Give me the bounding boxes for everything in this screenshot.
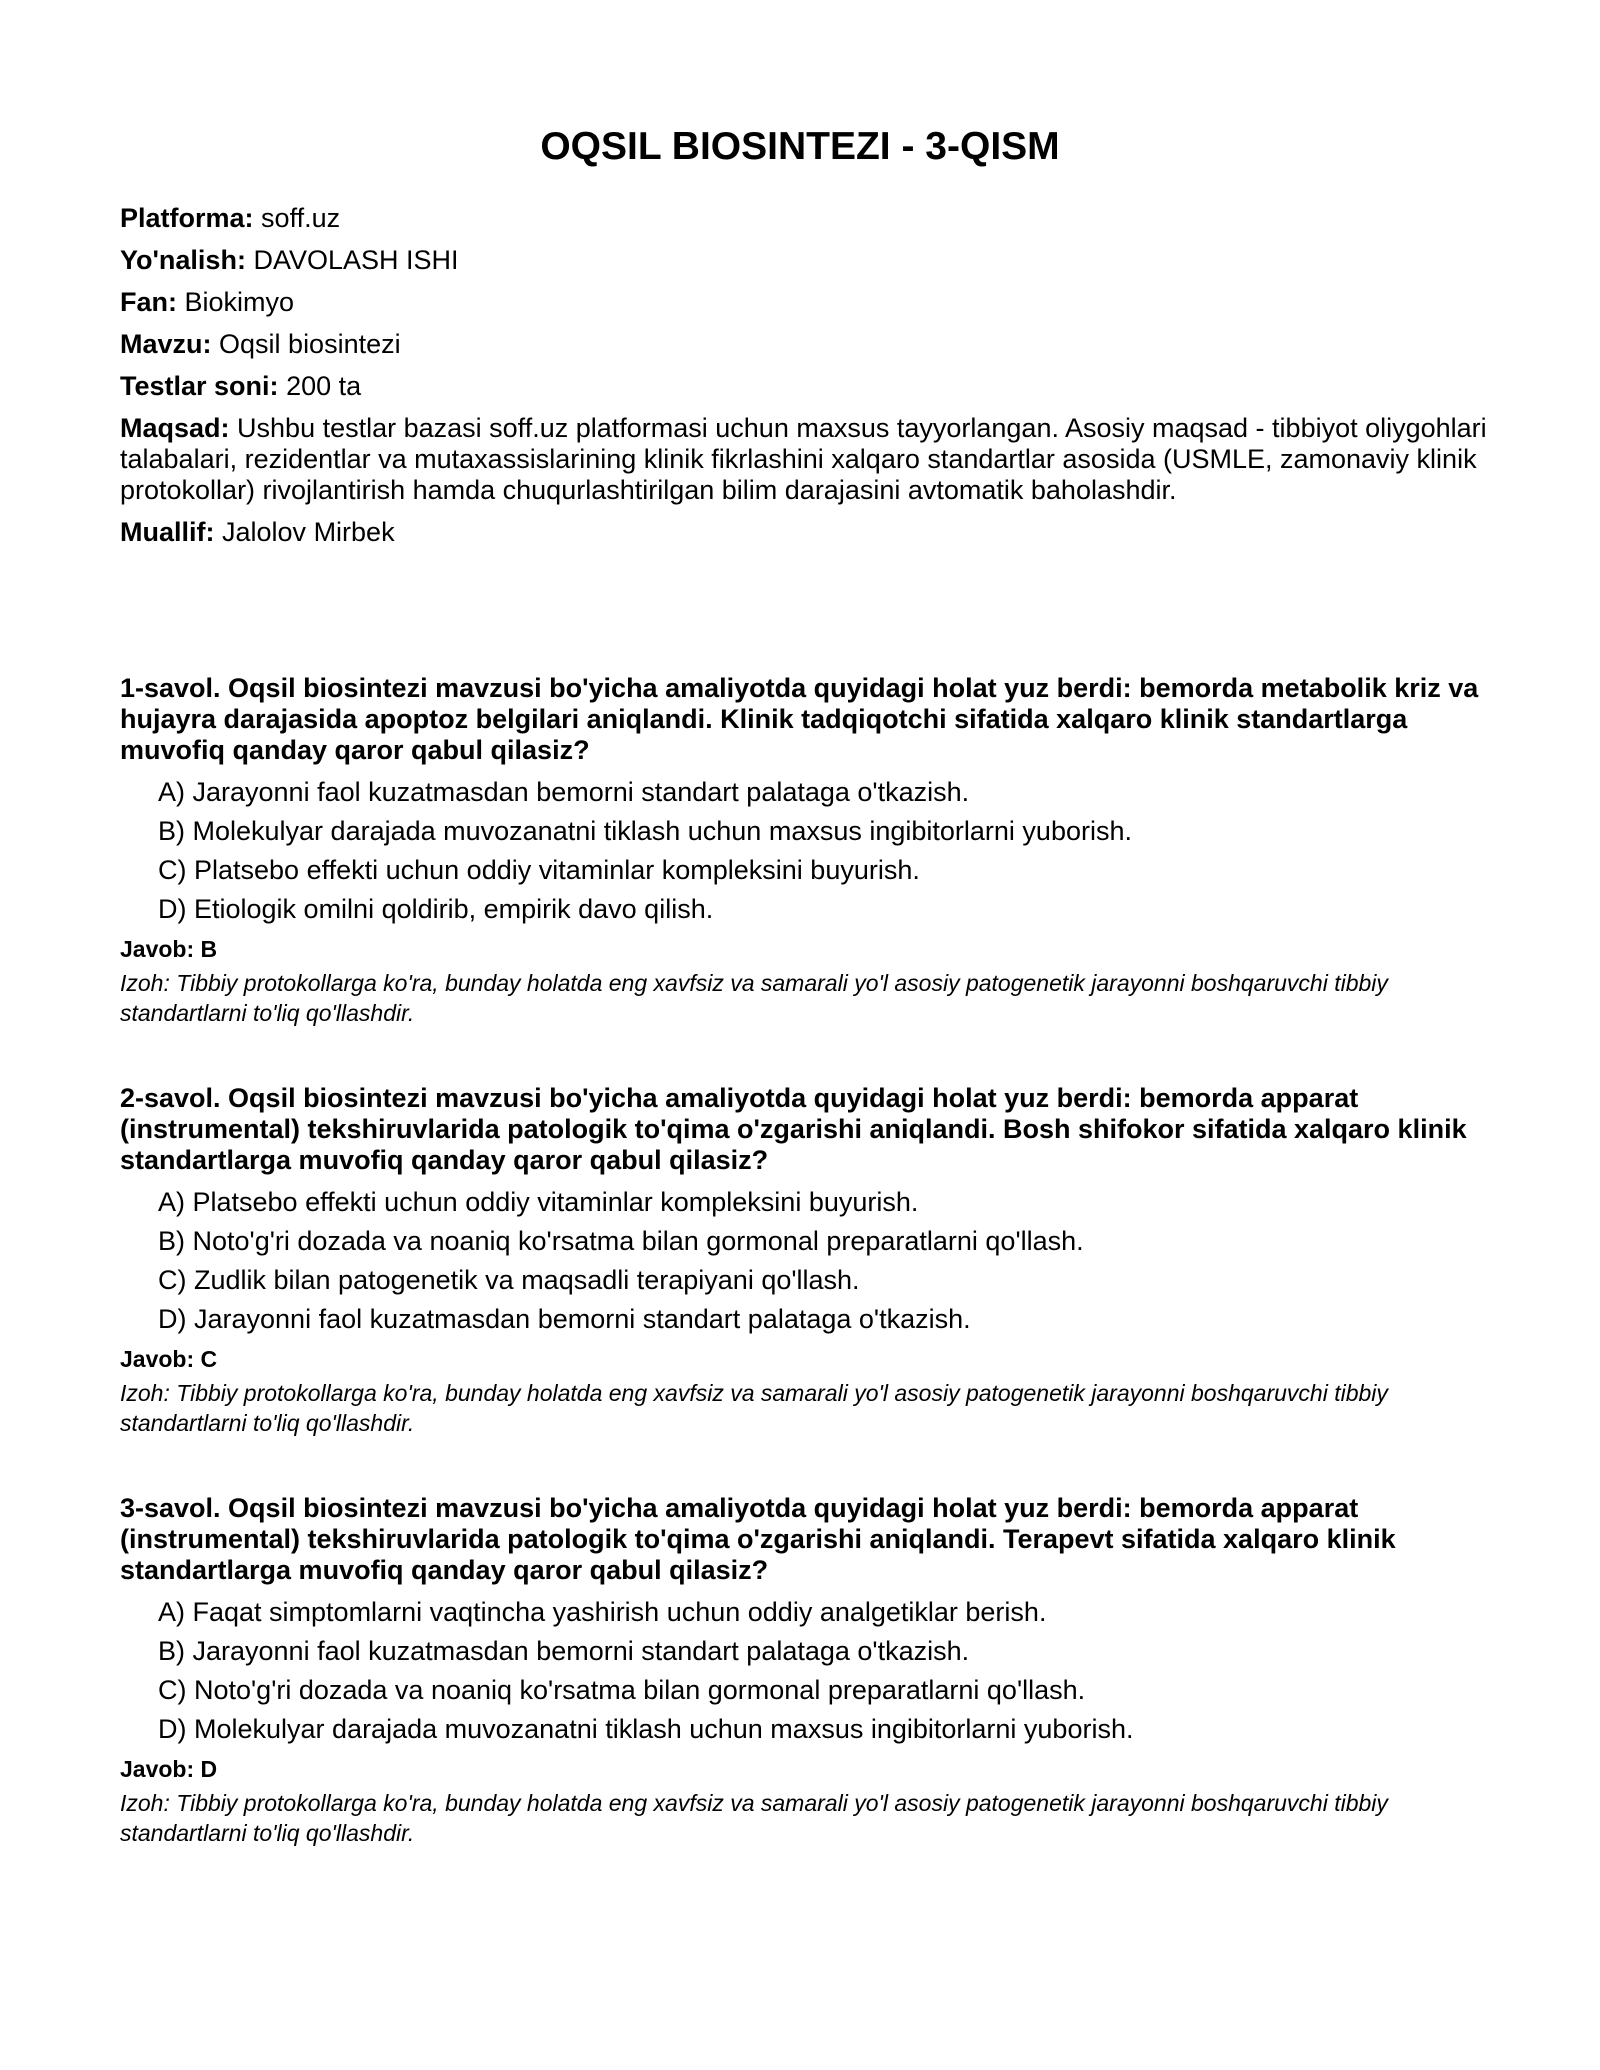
meta-maqsad — [120, 413, 1490, 506]
option-c: C) Noto'g'ri dozada va noaniq ko'rsatma bilan gormonal preparatlarni qo'llash. — [158, 1675, 1086, 1705]
question-text: 2-savol. Oqsil biosintezi mavzusi bo'yicha amaliyotda quyidagi holat yuz berdi: bemorda apparat (instrumental) tekshiruvlarida patologik to'qima o'zgarishi aniqlandi. Bosh shifokor sifatida xalqaro klinik standartlarga muvofiq qanday qaror qabul qilasiz? — [120, 1083, 1467, 1175]
question-2 — [120, 1083, 1490, 1438]
meta-label: Mavzu: — [120, 329, 212, 359]
options-list — [120, 1186, 1490, 1335]
answer-label: Javob: C — [120, 1346, 218, 1372]
option-a: A) Faqat simptomlarni vaqtincha yashirish uchun oddiy analgetiklar berish. — [158, 1597, 1047, 1627]
metadata-block — [120, 203, 1490, 559]
option-a: A) Jarayonni faol kuzatmasdan bemorni standart palataga o'tkazish. — [158, 777, 970, 807]
meta-label: Maqsad: — [120, 413, 230, 443]
meta-value: Oqsil biosintezi — [219, 329, 401, 359]
meta-platforma — [120, 203, 1490, 234]
meta-mavzu — [120, 329, 1490, 360]
question-3 — [120, 1493, 1490, 1848]
options-list — [120, 776, 1490, 925]
meta-muallif — [120, 517, 1490, 548]
meta-label: Muallif: — [120, 517, 215, 547]
explanation-text: Izoh: Tibbiy protokollarga ko'ra, bunday holatda eng xavfsiz va samarali yo'l asosiy patogenetik jarayonni boshqaruvchi tibbiy standartlarni to'liq qo'llashdir. — [120, 1790, 1388, 1846]
question-1 — [120, 673, 1490, 1028]
meta-value: 200 ta — [286, 371, 362, 401]
explanation-text: Izoh: Tibbiy protokollarga ko'ra, bunday holatda eng xavfsiz va samarali yo'l asosiy patogenetik jarayonni boshqaruvchi tibbiy standartlarni to'liq qo'llashdir. — [120, 1380, 1388, 1436]
meta-yonalish — [120, 245, 1490, 276]
meta-fan — [120, 287, 1490, 318]
explanation-text: Izoh: Tibbiy protokollarga ko'ra, bunday holatda eng xavfsiz va samarali yo'l asosiy patogenetik jarayonni boshqaruvchi tibbiy standartlarni to'liq qo'llashdir. — [120, 970, 1388, 1026]
meta-label: Fan: — [120, 287, 177, 317]
option-d: D) Etiologik omilni qoldirib, empirik davo qilish. — [158, 894, 714, 924]
option-b: B) Molekulyar darajada muvozanatni tiklash uchun maxsus ingibitorlarni yuborish. — [158, 816, 1132, 846]
option-b: B) Jarayonni faol kuzatmasdan bemorni standart palataga o'tkazish. — [158, 1636, 970, 1666]
meta-value: Ushbu testlar bazasi soff.uz platformasi uchun maxsus tayyorlangan. Asosiy maqsad - tibbiyot oliygohlari talabalari, rezidentlar va mutaxassislarining klinik fikrlashini xalqaro standartlar asosida (USMLE, zamonaviy klinik protokollar) rivojlantirish hamda chuqurlashtirilgan bilim darajasini avtomatik baholashdir. — [120, 413, 1487, 505]
option-c: C) Zudlik bilan patogenetik va maqsadli terapiyani qo'llash. — [158, 1265, 860, 1295]
question-text: 1-savol. Oqsil biosintezi mavzusi bo'yicha amaliyotda quyidagi holat yuz berdi: bemorda metabolik kriz va hujayra darajasida apoptoz belgilari aniqlandi. Klinik tadqiqotchi sifatida xalqaro klinik standartlarga muvofiq qanday qaror qabul qilasiz? — [120, 673, 1479, 765]
meta-value: Biokimyo — [184, 287, 295, 317]
page-title: OQSIL BIOSINTEZI - 3-QISM — [540, 125, 1060, 168]
meta-value: DAVOLASH ISHI — [253, 245, 459, 275]
answer-label: Javob: B — [120, 936, 218, 962]
answer-label: Javob: D — [120, 1756, 218, 1782]
option-c: C) Platsebo effekti uchun oddiy vitaminlar kompleksini buyurish. — [158, 855, 920, 885]
meta-testlar-soni — [120, 371, 1490, 402]
options-list — [120, 1596, 1490, 1745]
question-text: 3-savol. Oqsil biosintezi mavzusi bo'yicha amaliyotda quyidagi holat yuz berdi: bemorda apparat (instrumental) tekshiruvlarida patologik to'qima o'zgarishi aniqlandi. Terapevt sifatida xalqaro klinik standartlarga muvofiq qanday qaror qabul qilasiz? — [120, 1493, 1396, 1585]
option-b: B) Noto'g'ri dozada va noaniq ko'rsatma bilan gormonal preparatlarni qo'llash. — [158, 1226, 1084, 1256]
meta-value: Jalolov Mirbek — [222, 517, 395, 547]
meta-label: Platforma: — [120, 203, 254, 233]
option-d: D) Jarayonni faol kuzatmasdan bemorni standart palataga o'tkazish. — [158, 1304, 971, 1334]
option-a: A) Platsebo effekti uchun oddiy vitaminlar kompleksini buyurish. — [158, 1187, 919, 1217]
meta-label: Yo'nalish: — [120, 245, 246, 275]
meta-value: soff.uz — [261, 203, 341, 233]
option-d: D) Molekulyar darajada muvozanatni tiklash uchun maxsus ingibitorlarni yuborish. — [158, 1714, 1134, 1744]
meta-label: Testlar soni: — [120, 371, 279, 401]
